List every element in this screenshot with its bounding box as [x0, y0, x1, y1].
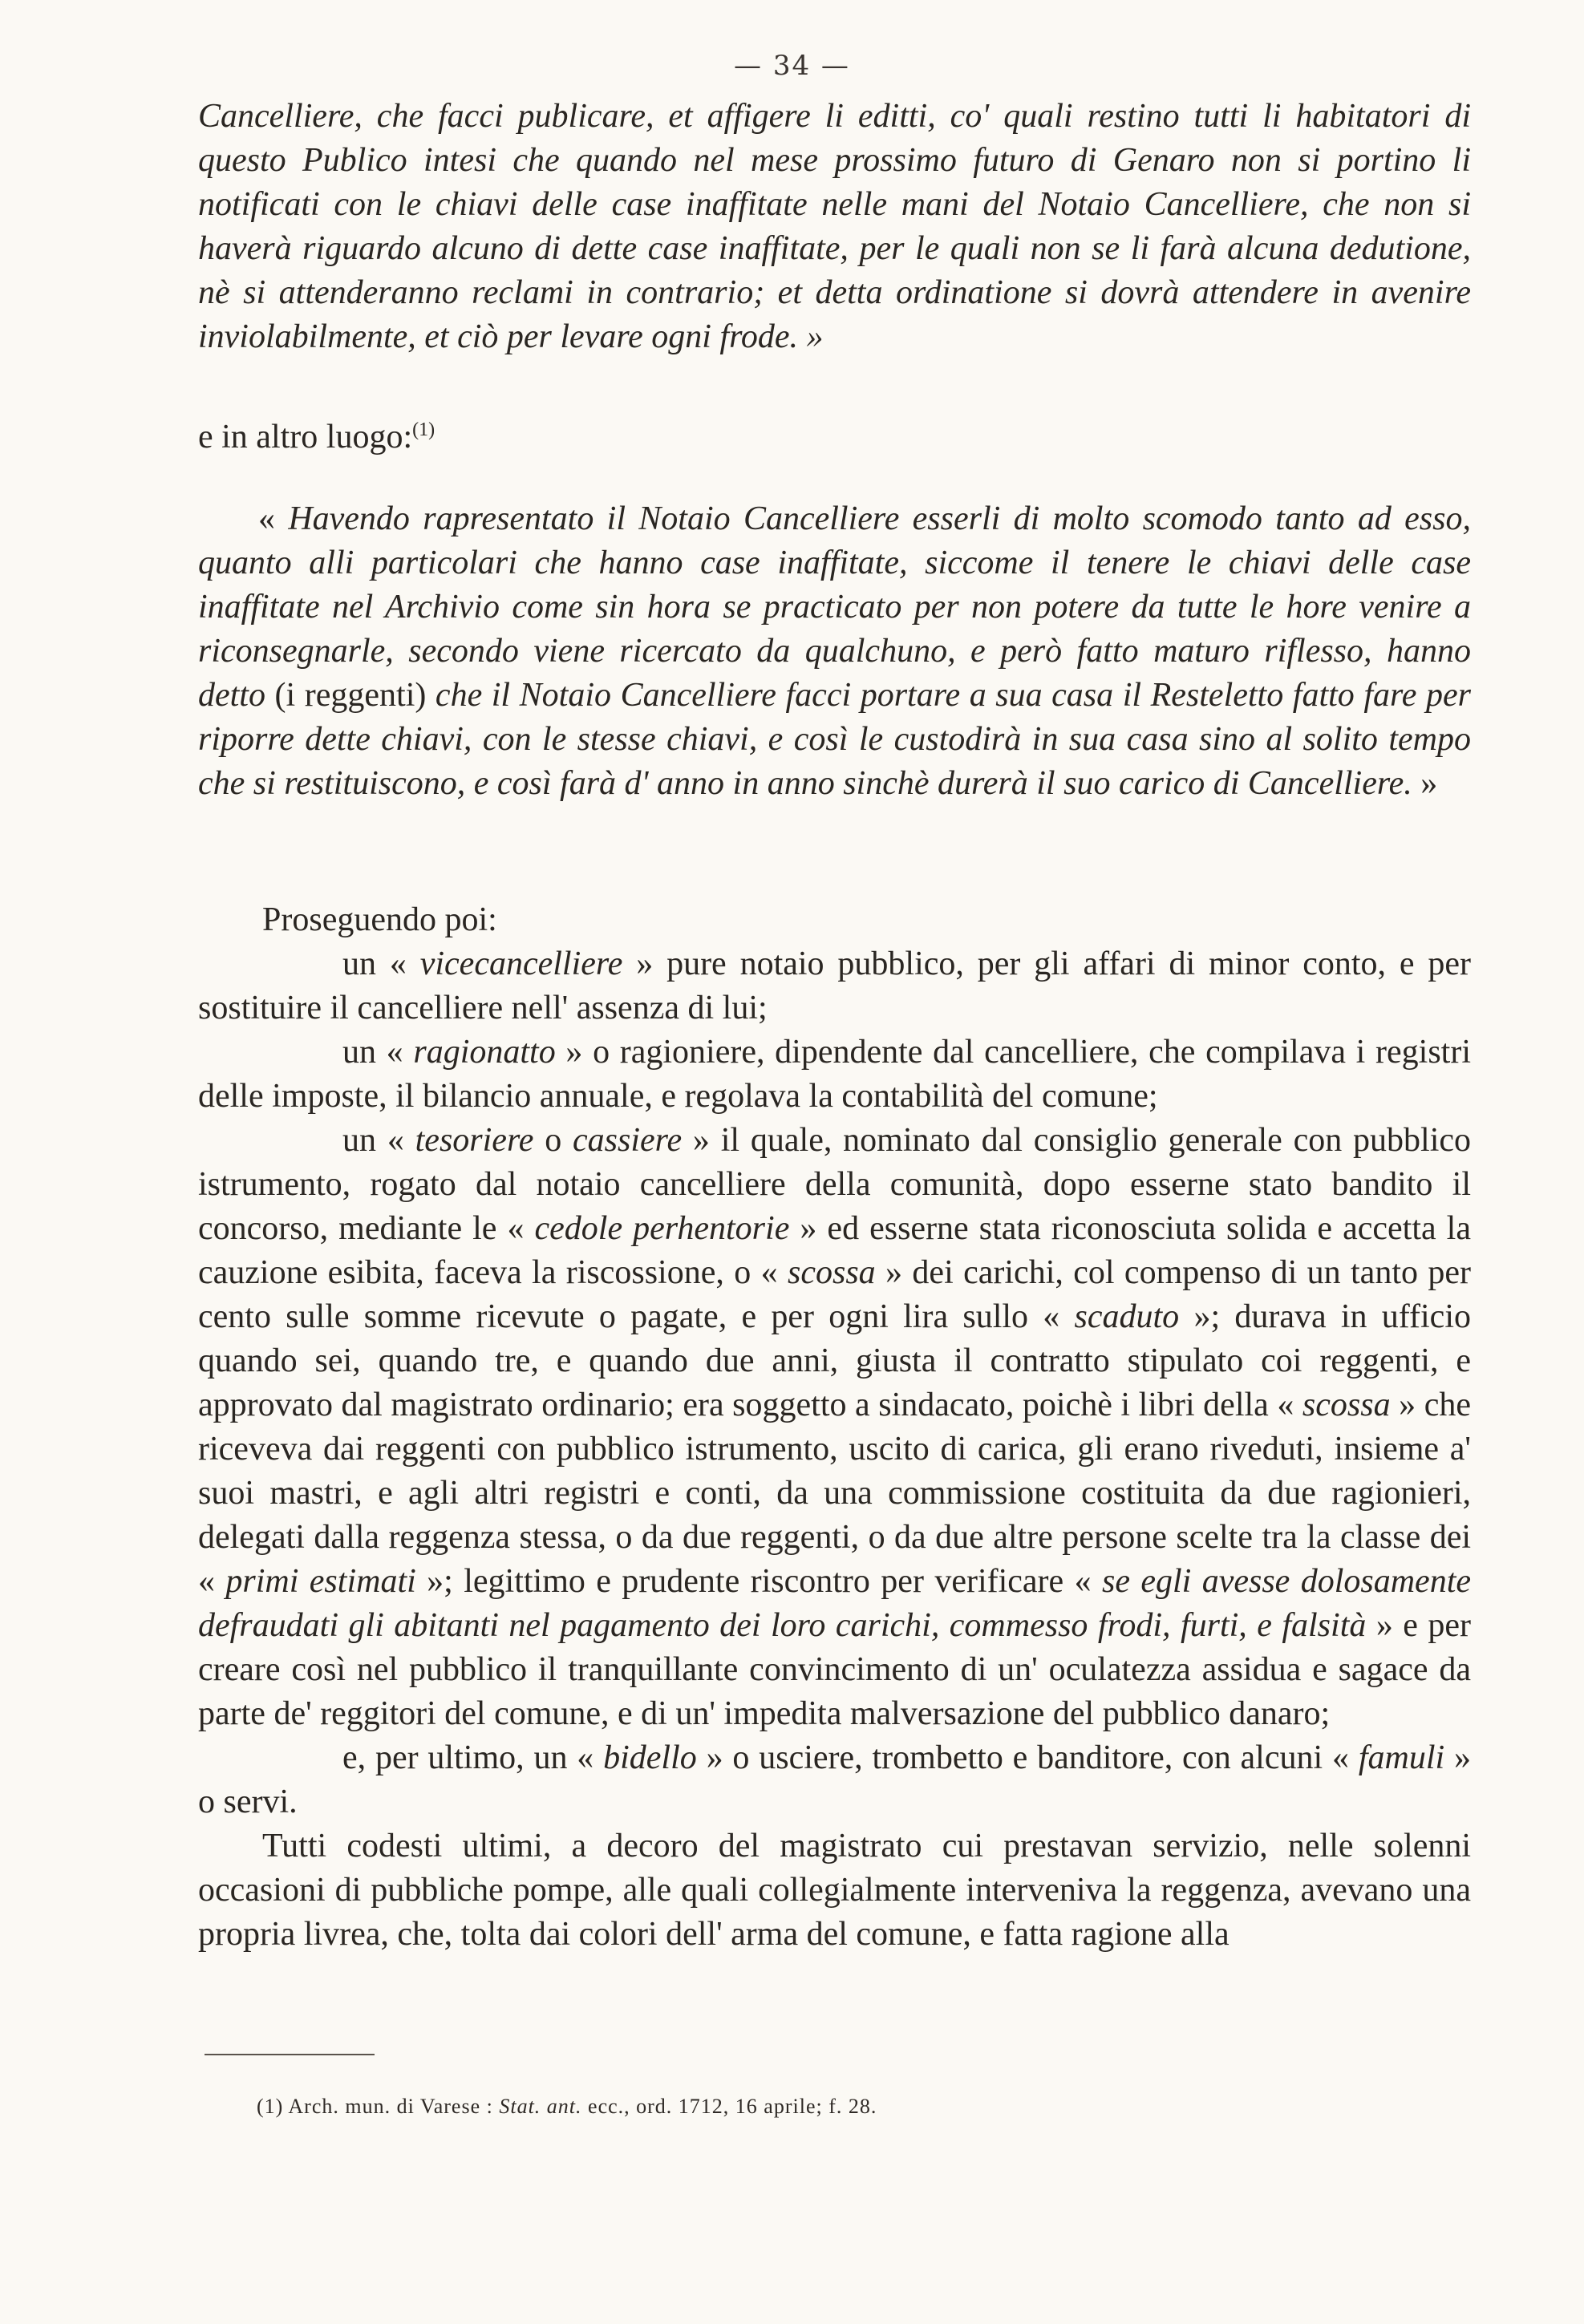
item3-text-f: »; durava in ufficio quando sei, quando tre, e quando due anni, giusta il contratto stipulato coi reggenti, e approvato dal magistrato ordinario; era soggetto a sindacato, poichè i libri della « — [198, 1298, 1471, 1423]
footnote-title: Stat. ant. — [499, 2095, 582, 2118]
officials-section — [198, 898, 1471, 1957]
item2-term: ragionatto — [413, 1034, 556, 1071]
item3-term-6: scossa — [1302, 1387, 1391, 1423]
item3-term-4: scossa — [788, 1254, 876, 1291]
item3-term-8: se egli avesse dolosamente defraudati gli abitanti nel pagamento dei loro carichi, commesso frodi, furti, e falsità — [198, 1563, 1472, 1644]
item-tesoriere — [198, 1119, 1471, 1736]
item4-text-a: e, per ultimo, un « — [342, 1739, 604, 1776]
item3-term-7: primi estimati — [225, 1563, 416, 1600]
closing-paragraph: Tutti codesti ultimi, a decoro del magistrato cui prestavan servizio, nelle solenni occasioni di pubbliche pompe, alle quali collegialmente interveniva la reggenza, avevano una propria livrea, che, tolta dai colori dell' arma del comune, e fatta ragione alla — [198, 1828, 1471, 1953]
section-lead: Proseguendo poi: — [262, 901, 497, 938]
intro-line — [198, 415, 1471, 460]
quote-block-2 — [198, 497, 1471, 806]
item4-term-2: famuli — [1358, 1739, 1445, 1776]
quote-parenthetical: (i reggenti) — [265, 677, 435, 714]
item3-text-h: »; legittimo e prudente riscontro per verificare « — [415, 1563, 1102, 1600]
quote-close-mark: » — [1412, 765, 1438, 802]
item3-term-5: scaduto — [1074, 1298, 1180, 1335]
item1-term: vicecancelliere — [419, 945, 623, 982]
item3-text-e: » dei carichi, col compenso di un tanto per cento sulle somme ricevute o pagate, e per ogni lira sullo « — [198, 1254, 1471, 1335]
item4-text-c: » o servi. — [198, 1739, 1472, 1820]
item3-text-a: un « — [342, 1122, 415, 1159]
item2-text-b: » o ragioniere, dipendente dal cancelliere, che compilava i registri delle imposte, il bilancio annuale, e regolava la contabilità del comune; — [198, 1034, 1471, 1115]
quote-open-mark: « — [258, 500, 289, 537]
item1-text-a: un « — [342, 945, 420, 982]
footnote-text-a: (1) Arch. mun. di Varese : — [257, 2095, 500, 2118]
quote-text-b: che il Notaio Cancelliere facci portare a sua casa il Resteletto fatto fare per riporre dette chiavi, con le stesse chiavi, e così le custodirà in sua casa sino al solito tempo che si restituiscono, e così farà d' anno in anno sinchè durerà il suo carico di Cancelliere. — [198, 677, 1471, 802]
item4-text-b: » o usciere, trombetto e banditore, con alcuni « — [696, 1739, 1359, 1776]
item3-text-c: » il quale, nominato dal consiglio generale con pubblico istrumento, rogato dal notaio cancelliere della comunità, dopo esserne stato bandito il concorso, mediante le « — [198, 1122, 1472, 1247]
page-number: — 34 — — [734, 50, 850, 82]
quote-paragraph-1: Cancelliere, che facci publicare, et affigere li editti, co' quali restino tutti li habitatori di questo Publico intesi che quando nel mese prossimo futuro di Genaro non si portino li notificati con le chiavi delle case inaffitate nelle mani del Notaio Cancelliere, che non si haverà riguardo alcuno di dette case inaffitate, per le quali non se li farà alcuna dedutione, nè si attenderanno reclami in contrario; et detta ordinatione si dovrà attendere in avenire inviolabilmente, et ciò per levare ogni frode. » — [198, 98, 1471, 355]
item4-term-1: bidello — [603, 1739, 697, 1776]
intro-paragraph — [198, 415, 1471, 460]
item-bidello — [198, 1736, 1471, 1824]
item-ragionatto — [198, 1030, 1471, 1119]
footnote-marker: (1) — [412, 419, 435, 440]
item3-text-g: » che riceveva dai reggenti con pubblico istrumento, uscito di carica, gli erano riveduti, insieme a' suoi mastri, e agli altri registri e conti, da una commissione costituita da due ragionieri, delegati dalla reggenza stessa, o da due reggenti, o da due altre persone scelte tra la classe dei « — [198, 1387, 1471, 1600]
footnote-divider — [205, 2054, 375, 2055]
quote-paragraph-2 — [198, 497, 1471, 806]
quote-block-1 — [198, 95, 1471, 359]
footnote — [257, 2095, 877, 2119]
item1-text-b: » pure notaio pubblico, per gli affari di minor conto, e per sostituire il cancelliere nell' assenza di lui; — [198, 945, 1472, 1026]
item3-term-2: cassiere — [573, 1122, 683, 1159]
item3-text-i: » e per creare così nel pubblico il tranquillante convincimento di un' oculatezza assidua e sagace da parte de' reggitori del comune, e di un' impedita malversazione del pubblico danaro; — [198, 1607, 1471, 1732]
item-vicecancelliere — [198, 942, 1471, 1030]
item3-text-d: » ed esserne stata riconosciuta solida e accetta la cauzione esibita, faceva la riscossione, o « — [198, 1210, 1471, 1291]
quote-text-a: Havendo rapresentato il Notaio Cancelliere esserli di molto scomodo tanto ad esso, quanto alli particolari che hanno case inaffitate, siccome il tenere le chiavi delle case inaffitate nel Archivio come sin hora se practicato per non potere da tutte le hore venire a riconsegnarle, secondo viene ricercato da qualchuno, e però fatto maturo riflesso, hanno detto — [198, 500, 1471, 714]
intro-text: e in altro luogo: — [198, 419, 413, 455]
item3-text-b: o — [533, 1122, 573, 1159]
item3-term-1: tesoriere — [415, 1122, 534, 1159]
footnote-text-b: ecc., ord. 1712, 16 aprile; f. 28. — [581, 2095, 877, 2118]
item3-term-3: cedole perhentorie — [534, 1210, 790, 1247]
item2-text-a: un « — [342, 1034, 414, 1071]
